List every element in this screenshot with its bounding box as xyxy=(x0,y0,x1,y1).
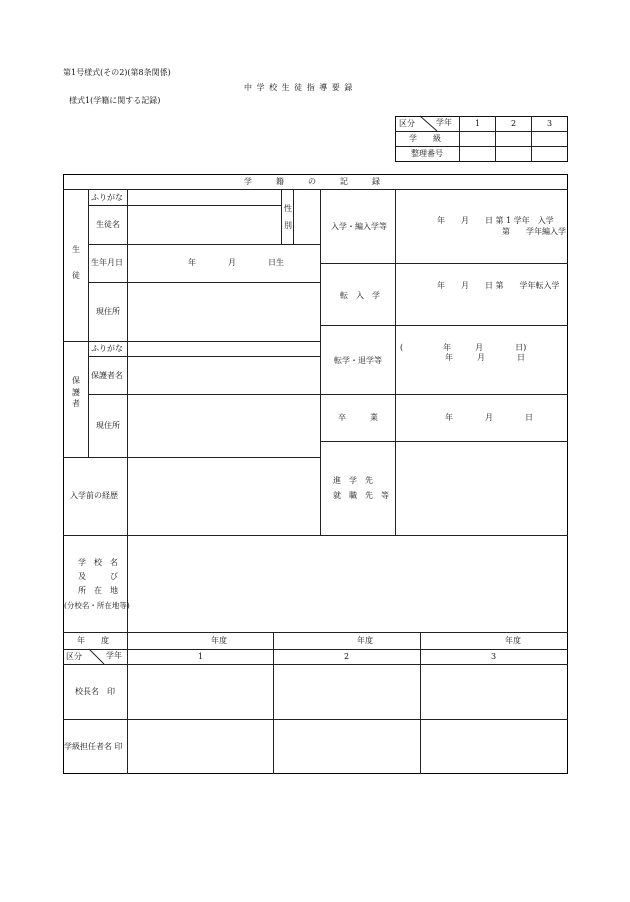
bottom-gakunen-label: 学年 xyxy=(106,651,122,660)
birthdate-value: 年 月 日生 xyxy=(188,258,284,267)
page-title: 中 学 校 生 徒 指 導 要 録 xyxy=(244,83,354,92)
guardian-group-label: 保 護 者 xyxy=(72,376,80,409)
principal-label: 校長名 印 xyxy=(75,687,115,696)
student-furigana-label: ふりがな xyxy=(91,193,123,202)
destination-line2: 就 職 先 等 xyxy=(333,491,389,500)
school-location-label: 所 在 地 xyxy=(78,586,118,595)
student-name-label: 生徒名 xyxy=(96,220,120,229)
gakunen-label: 学年 xyxy=(436,118,452,127)
guardian-furigana-label: ふりがな xyxy=(91,344,123,353)
guardian-address-label: 現住所 xyxy=(96,421,120,430)
birthdate-label: 生年月日 xyxy=(91,258,123,267)
bottom-kubun-label: 区分 xyxy=(66,652,82,661)
bottom-year-2: 2 xyxy=(344,652,350,661)
year-1: 1 xyxy=(475,119,481,128)
transfer-out-label: 転学・退学等 xyxy=(334,356,382,365)
destination-line1: 進 学 先 xyxy=(333,476,373,485)
teacher-label: 学級担任者名 印 xyxy=(64,742,123,751)
nendo-cell-3: 年度 xyxy=(505,636,521,645)
nendo-cell-2: 年度 xyxy=(357,636,373,645)
school-and-label: 及 び xyxy=(78,572,118,581)
section-title: 学 籍 の 記 録 xyxy=(244,177,380,186)
transfer-in-label: 転 入 学 xyxy=(340,291,380,300)
transfer-in-value: 年 月 日 第 学年転入学 xyxy=(437,281,560,290)
enroll-line1: 年 月 日 第 1 学年 入学 xyxy=(437,216,554,225)
seiri-label: 整理番号 xyxy=(411,149,443,158)
student-group-label: 生 徒 xyxy=(72,245,80,280)
bottom-year-1: 1 xyxy=(198,652,204,661)
year-2: 2 xyxy=(511,119,517,128)
enroll-line2: 第 学年編入学 xyxy=(502,227,566,236)
gakkyu-label: 学 級 xyxy=(409,134,441,143)
enroll-label: 入学・編入学等 xyxy=(331,222,387,231)
school-name-label: 学 校 名 xyxy=(78,558,118,567)
transfer-out-line1: ( 年 月 日) xyxy=(400,343,527,352)
graduation-value: 年 月 日 xyxy=(445,413,533,422)
sex-label-1: 性 xyxy=(284,204,292,213)
graduation-label: 卒 業 xyxy=(338,413,378,422)
student-address-label: 現住所 xyxy=(96,307,120,316)
transfer-out-line2: 年 月 日 xyxy=(445,353,525,362)
guardian-name-label: 保護者名 xyxy=(91,371,123,380)
form-subtitle: 様式1(学籍に関する記録) xyxy=(69,96,161,105)
main-record-table xyxy=(63,174,568,774)
nendo-label: 年 度 xyxy=(77,636,109,645)
branch-school-label: (分校名・所在地等) xyxy=(64,601,130,610)
nendo-cell-1: 年度 xyxy=(211,636,227,645)
bottom-year-3: 3 xyxy=(491,652,497,661)
form-number: 第1号様式(その2)(第8条関係) xyxy=(63,68,171,77)
kubun-label: 区分 xyxy=(399,119,415,128)
prior-history-label: 入学前の経歴 xyxy=(70,491,118,500)
year-3: 3 xyxy=(547,119,553,128)
sex-label-2: 別 xyxy=(284,221,292,230)
